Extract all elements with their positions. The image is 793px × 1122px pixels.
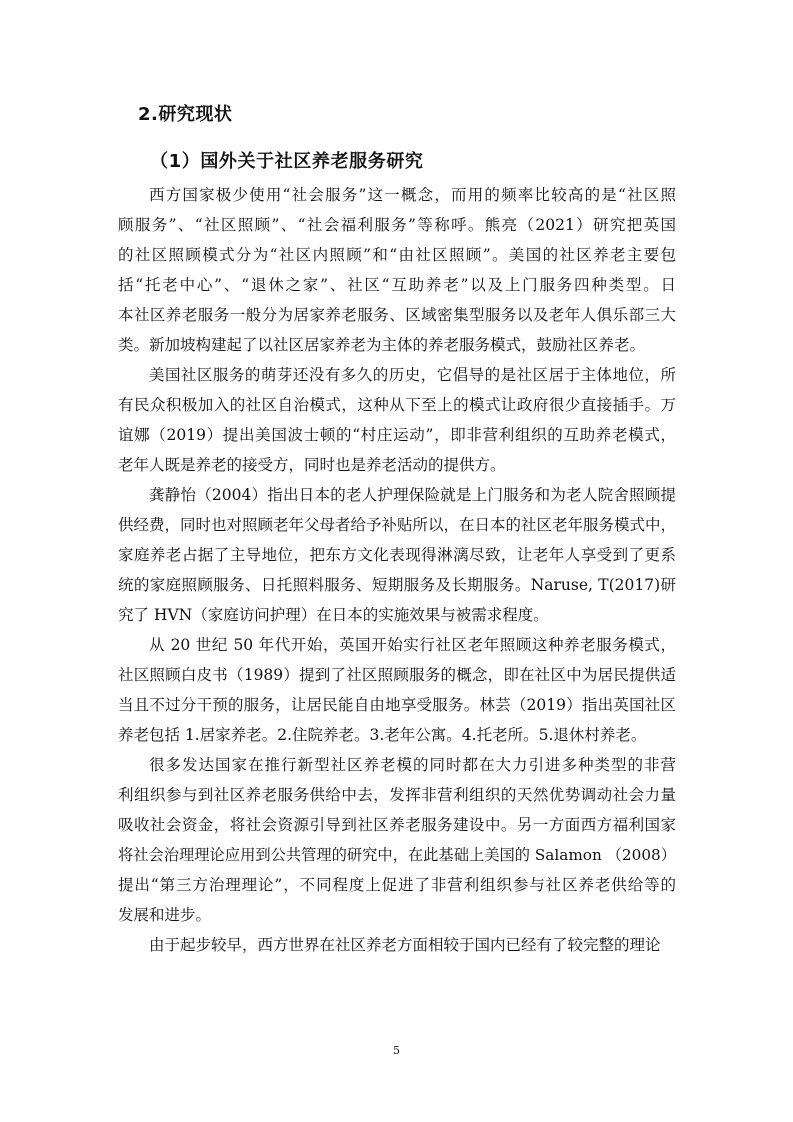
paragraph — [118, 480, 676, 630]
paragraph — [118, 630, 676, 750]
paragraph-line: 括“托老中心”、“退休之家”、社区“互助养老”以及上门服务四种类型。日 — [118, 276, 676, 294]
paragraph-line: 老年人既是养老的接受方，同时也是养老活动的提供方。 — [118, 456, 506, 474]
paragraph-line: 当且不过分干预的服务，让居民能自由地享受服务。林芸（2019）指出英国社区 — [118, 696, 676, 714]
paragraph-line: 有民众积极加入的社区自治模式，这种从下至上的模式让政府很少直接插手。万 — [118, 396, 676, 414]
paragraph-line: 顾服务”、“社区照顾”、“社会福利服务”等称呼。熊亮（2021）研究把英国 — [118, 216, 676, 234]
paragraph — [118, 750, 676, 930]
paragraph-line: 西方国家极少使用“社会服务”这一概念，而用的频率比较高的是“社区照 — [149, 186, 676, 204]
paragraph-line: 龚静怡（2004）指出日本的老人护理保险就是上门服务和为老人院舍照顾提 — [149, 486, 676, 504]
paragraph-line: 类。新加坡构建起了以社区居家养老为主体的养老服务模式，鼓励社区养老。 — [118, 336, 646, 354]
paragraph-line: 吸收社会资金，将社会资源引导到社区养老服务建设中。另一方面西方福利国家 — [118, 816, 676, 834]
page-number: 5 — [393, 1044, 400, 1057]
paragraph-line: 谊娜（2019）提出美国波士顿的“村庄运动”，即非营利组织的互助养老模式， — [118, 426, 676, 444]
paragraph-line: 家庭养老占据了主导地位，把东方文化表现得淋漓尽致，让老年人享受到了更系 — [118, 546, 676, 564]
paragraph-line: 利组织参与到社区养老服务供给中去，发挥非营利组织的天然优势调动社会力量 — [118, 786, 676, 804]
paragraph-line: 本社区养老服务一般分为居家养老服务、区域密集型服务以及老年人俱乐部三大 — [118, 306, 676, 324]
paragraph-line: 统的家庭照顾服务、日托照料服务、短期服务及长期服务。Naruse, T(2017)研 — [118, 576, 676, 594]
paragraph-line: 美国社区服务的萌芽还没有多久的历史，它倡导的是社区居于主体地位，所 — [149, 366, 676, 384]
paragraph — [118, 930, 676, 960]
paragraph-line: 供经费，同时也对照顾老年父母者给予补贴所以，在日本的社区老年服务模式中， — [118, 516, 677, 534]
paragraph-line: 养老包括 1.居家养老。2.住院养老。3.老年公寓。4.托老所。5.退休村养老。 — [118, 726, 647, 744]
paragraph-line: 究了 HVN（家庭访问护理）在日本的实施效果与被需求程度。 — [118, 606, 549, 624]
subsection-heading: （1）国外关于社区养老服务研究 — [150, 151, 424, 172]
paragraph-line: 社区照顾白皮书（1989）提到了社区照顾服务的概念，即在社区中为居民提供适 — [118, 666, 676, 684]
paragraph-line: 将社会治理理论应用到公共管理的研究中，在此基础上美国的 Salamon （2008） — [118, 846, 676, 864]
paragraph-line: 由于起步较早，西方世界在社区养老方面相较于国内已经有了较完整的理论 — [149, 936, 661, 954]
section-heading: 2.研究现状 — [138, 104, 233, 125]
paragraph-line: 从 20 世纪 50 年代开始，英国开始实行社区老年照顾这种养老服务模式， — [149, 636, 676, 654]
paragraph — [118, 360, 676, 480]
paragraph-line: 发展和进步。 — [118, 906, 212, 924]
paragraph-line: 提出“第三方治理理论”，不同程度上促进了非营利组织参与社区养老供给等的 — [118, 876, 676, 894]
paragraph-line: 很多发达国家在推行新型社区养老模的同时都在大力引进多种类型的非营 — [149, 756, 676, 774]
paragraph-line: 的社区照顾模式分为“社区内照顾”和“由社区照顾”。美国的社区养老主要包 — [118, 246, 676, 264]
body-text — [118, 180, 676, 960]
paragraph — [118, 180, 676, 360]
